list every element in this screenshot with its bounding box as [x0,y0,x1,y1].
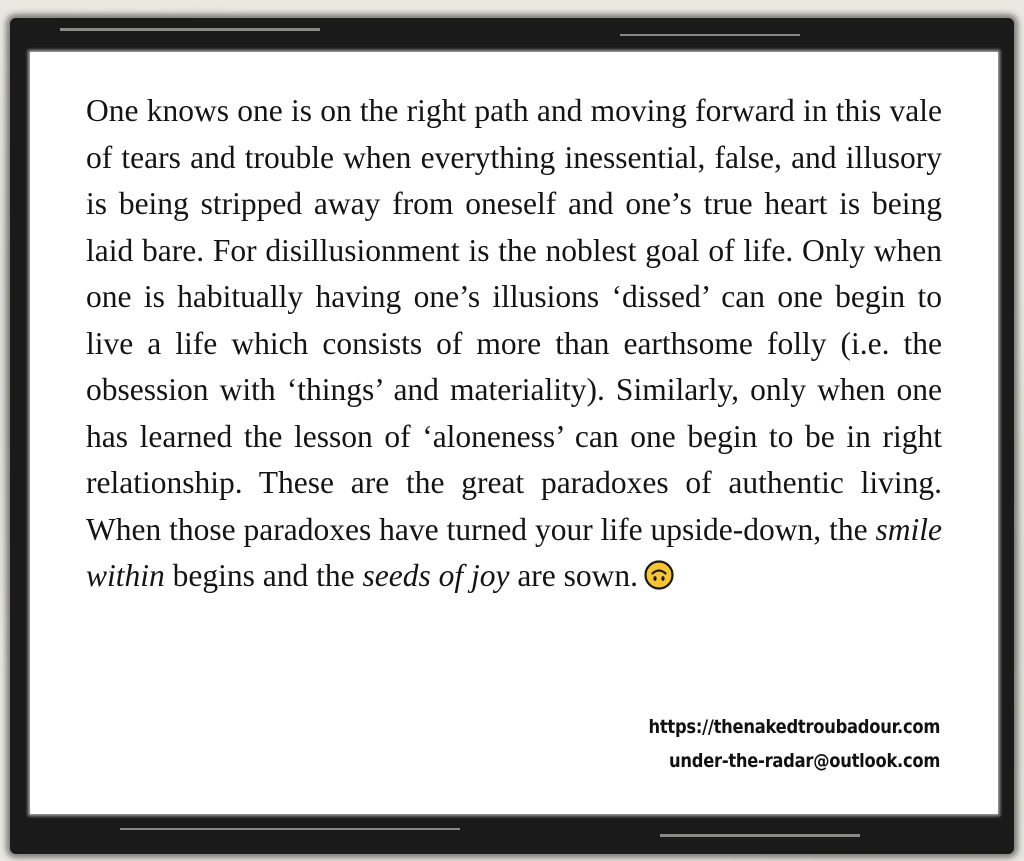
quote-card [30,52,998,814]
quote-emphasis-seeds-of-joy: seeds of joy [362,558,510,593]
quote-text [86,88,942,600]
contact-block [648,710,940,778]
border-streak [660,834,860,837]
border-streak [60,28,320,31]
quote-part-2: begins and the [164,558,363,593]
quote-part-1: One knows one is on the right path and moving forward in this vale of tears and trouble when everything inessential, false, and illusory is being stripped away from oneself and one’s true heart is being laid bare. For disillusionment is the noblest goal of life. Only when one is habitually having one’s illusions ‘dissed’ can one begin to live a life which consists of more than earthsome folly (i.e. the obsession with ‘things’ and materiality). Similarly, only when one has learned the lesson of ‘aloneness’ can one begin to be in right relationship. These are the great paradoxes of authentic living. When those paradoxes have turned your life upside-down, the [86,93,942,547]
email-link[interactable]: under-the-radar@outlook.com [668,750,940,772]
border-streak [620,34,800,36]
upside-down-face-icon [644,560,674,590]
website-link[interactable]: https://thenakedtroubadour.com [648,716,940,738]
quote-part-3: are sown. [509,558,639,593]
border-streak [120,828,460,830]
quote-emphasis-smile-within: smile within [86,511,942,593]
